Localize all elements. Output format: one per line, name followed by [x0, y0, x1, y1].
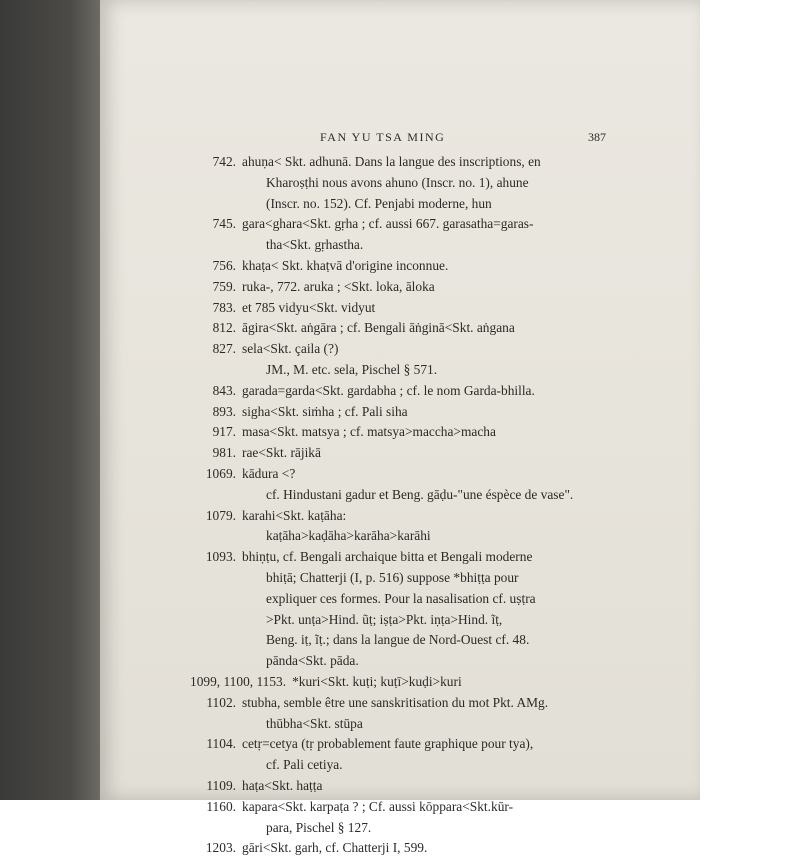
entry-row — [100, 152, 700, 173]
entry-row — [100, 277, 700, 298]
entry-row — [100, 506, 700, 527]
entry-row — [100, 838, 700, 859]
entry-text: (Inscr. no. 152). Cf. Penjabi moderne, hun — [266, 195, 492, 211]
entry-number: 1069. — [205, 465, 236, 481]
entry-text: JM., M. etc. sela, Pischel § 571. — [266, 361, 438, 377]
entry-continuation — [100, 610, 700, 631]
entry-row — [100, 402, 700, 423]
running-title: FAN YU TSA MING — [320, 130, 446, 144]
entry-text: sigha<Skt. siṁha ; cf. Pali siha — [242, 403, 408, 419]
entry-number: 1109. — [206, 777, 236, 793]
entry-text: kādura <? — [242, 465, 296, 481]
entry-continuation — [100, 235, 700, 256]
entry-continuation — [100, 173, 700, 194]
entry-continuation — [100, 568, 700, 589]
entry-number: 812. — [212, 320, 236, 336]
entry-row — [100, 464, 700, 485]
entry-continuation — [100, 714, 700, 735]
entry-row — [100, 298, 700, 319]
entry-row — [100, 547, 700, 568]
entry-number: 742. — [212, 154, 236, 169]
book-gutter-shadow — [0, 0, 100, 800]
entry-number: 1079. — [205, 507, 236, 523]
entry-text: sela<Skt. çaila (?) — [242, 341, 339, 357]
entry-text: ahuṇa< Skt. adhunā. Dans la langue des inscriptions, en — [242, 154, 541, 169]
entry-row — [100, 339, 700, 360]
entry-row — [100, 443, 700, 464]
entry-continuation — [100, 755, 700, 776]
entry-text: kaṭāha>kaḍāha>karāha>karāhi — [266, 528, 431, 544]
entry-text: rae<Skt. rājikā — [242, 445, 321, 461]
entry-text: āgira<Skt. aṅgāra ; cf. Bengali āṅginā<Skt. aṅgana — [242, 320, 515, 336]
entry-text: thūbha<Skt. stūpa — [266, 715, 363, 731]
entry-row — [100, 672, 700, 693]
entry-text: gara<ghara<Skt. gṛha ; cf. aussi 667. garasatha=garas- — [242, 216, 534, 232]
entry-number: 843. — [212, 382, 236, 398]
entry-continuation — [100, 630, 700, 651]
entry-number: 1203. — [205, 840, 236, 856]
entry-continuation — [100, 526, 700, 547]
entry-number: 1099, 1100, 1153. — [190, 673, 287, 689]
entry-text: Beng. iṭ, ĩṭ.; dans la langue de Nord-Ouest cf. 48. — [266, 632, 530, 648]
entry-text: stubha, semble être une sanskritisation du mot Pkt. AMg. — [242, 694, 549, 710]
entry-row — [100, 422, 700, 443]
entry-text: expliquer ces formes. Pour la nasalisation cf. uṣṭra — [266, 590, 536, 606]
entry-row — [100, 776, 700, 797]
entry-row — [100, 256, 700, 277]
glossary-entries — [100, 152, 700, 859]
entry-number: 917. — [212, 424, 236, 440]
entry-row — [100, 734, 700, 755]
entry-text: kapara<Skt. karpaṭa ? ; Cf. aussi kōppara<Skt.kūr- — [242, 798, 514, 814]
entry-text: garada=garda<Skt. gardabha ; cf. le nom Garda-bhilla. — [242, 382, 535, 398]
background — [700, 0, 800, 800]
entry-number: 981. — [212, 445, 236, 461]
page-number: 387 — [588, 130, 606, 144]
entry-continuation — [100, 818, 700, 839]
entry-continuation — [100, 194, 700, 215]
entry-text: pānda<Skt. pāda. — [266, 653, 359, 669]
entry-text: ruka-, 772. aruka ; <Skt. loka, āloka — [242, 278, 435, 294]
entry-number: 759. — [212, 278, 236, 294]
entry-row — [100, 214, 700, 235]
entry-text: karahi<Skt. kaṭāha: — [242, 507, 347, 523]
entry-number: 893. — [212, 403, 236, 419]
entry-continuation — [100, 651, 700, 672]
entry-number: 756. — [212, 257, 236, 273]
entry-number: 783. — [212, 299, 236, 315]
entry-number: 1160. — [206, 798, 236, 814]
entry-text: et 785 vidyu<Skt. vidyut — [242, 299, 376, 315]
entry-row — [100, 381, 700, 402]
entry-text: haṭa<Skt. haṭṭa — [242, 777, 323, 793]
entry-row — [100, 797, 700, 818]
entry-number: 1093. — [205, 549, 236, 565]
entry-text: cf. Hindustani gadur et Beng. gāḍu-"une éspèce de vase". — [266, 486, 574, 502]
entry-text: *kuri<Skt. kuṭi; kuṭī>kuḍi>kuri — [292, 673, 462, 689]
entry-text: cetṛ=cetya (tṛ probablement faute graphique pour tya), — [242, 736, 534, 752]
book-page — [100, 0, 700, 856]
entry-text: khaṭa< Skt. khaṭvā d'origine inconnue. — [242, 257, 449, 273]
entry-continuation — [100, 360, 700, 381]
entry-continuation — [100, 485, 700, 506]
entry-text: para, Pischel § 127. — [266, 819, 372, 835]
entry-text: >Pkt. unṭa>Hind. ũṭ; iṣṭa>Pkt. iṇṭa>Hind. ĩṭ, — [266, 611, 503, 627]
entry-text: masa<Skt. matsya ; cf. matsya>maccha>macha — [242, 424, 496, 440]
entry-row — [100, 693, 700, 714]
entry-text: Kharoṣṭhi nous avons ahuno (Inscr. no. 1), ahune — [266, 174, 529, 190]
entry-continuation — [100, 589, 700, 610]
entry-number: 1102. — [206, 694, 236, 710]
entry-number: 827. — [212, 341, 236, 357]
entry-row — [100, 318, 700, 339]
entry-text: tha<Skt. gṛhastha. — [266, 237, 364, 253]
entry-text: gāri<Skt. garh, cf. Chatterji I, 599. — [242, 840, 428, 856]
entry-number: 745. — [212, 216, 236, 232]
entry-text: bhiṭā; Chatterji (I, p. 516) suppose *bhiṭṭa pour — [266, 569, 519, 585]
entry-text: cf. Pali cetiya. — [266, 757, 343, 773]
entry-text: bhiṇṭu, cf. Bengali archaique bitta et Bengali moderne — [242, 549, 533, 565]
entry-number: 1104. — [206, 736, 236, 752]
